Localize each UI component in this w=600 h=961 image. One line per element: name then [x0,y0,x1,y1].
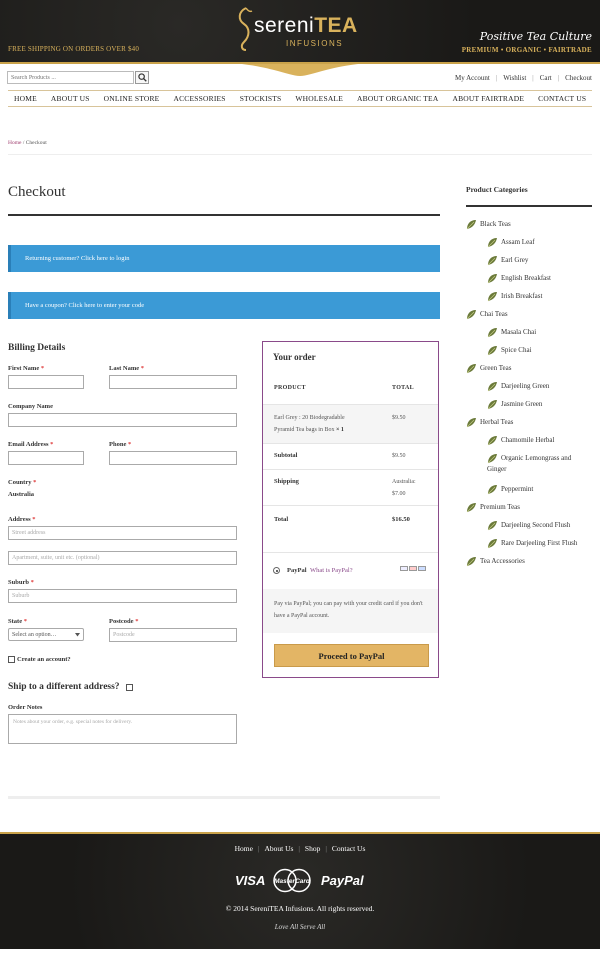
visa-logo: VISA [235,873,266,888]
state-select[interactable] [8,628,84,641]
site-footer [0,832,600,949]
email-field[interactable] [8,451,84,465]
tea-leaf-icon [487,520,498,531]
separator: | [495,74,498,82]
separator: | [557,74,560,82]
ship-different-address-checkbox[interactable] [126,684,133,691]
order-notes-label: Order Notes [8,704,43,711]
separator: | [298,844,300,853]
tea-leaf-icon [466,309,477,320]
sidebar-category-label: Masala Chai [501,328,537,336]
phone-label: Phone * [109,441,132,448]
paypal-radio[interactable] [273,567,280,574]
sidebar-category-item[interactable] [487,327,536,338]
sidebar-category-item[interactable] [487,399,542,410]
address-line-2-field[interactable]: Apartment, suite, unit etc. (optional) [8,551,237,565]
paypal-description: Pay via PayPal; you can pay with your credit card if you don't have a PayPal account. [263,589,438,633]
tea-leaf-icon [487,345,498,356]
sidebar-category-label: Chai Teas [480,310,508,318]
tea-leaf-icon [487,453,498,464]
separator: | [325,844,327,853]
sidebar-category-label: Black Teas [480,220,511,228]
tea-leaf-icon [487,435,498,446]
tea-leaf-icon [466,219,477,230]
paypal-label: PayPal [287,567,307,574]
create-account-label: Create an account? [17,656,71,663]
footer-link-home[interactable]: Home [234,844,253,853]
nav-home[interactable]: HOME [14,94,37,103]
accepted-cards-icon [400,566,426,571]
first-name-field[interactable] [8,375,84,389]
footer-links [0,844,600,853]
sidebar-category-item[interactable] [487,538,577,549]
order-review-box [262,341,439,678]
sidebar-category-item[interactable] [466,502,520,513]
sidebar-category-item[interactable] [487,453,571,475]
tea-leaf-icon [487,399,498,410]
account-links [455,74,592,82]
tea-leaf-icon [466,363,477,374]
state-label: State * [8,618,27,625]
tea-leaf-icon [487,327,498,338]
nav-about-organic-tea[interactable]: ABOUT ORGANIC TEA [357,94,439,103]
what-is-paypal-link[interactable]: What is PayPal? [310,567,353,574]
company-label: Company Name [8,403,53,410]
company-field[interactable] [8,413,237,427]
sidebar-category-item[interactable] [487,273,551,284]
copyright-text: © 2014 SereniTEA Infusions. All rights reserved. [225,904,375,913]
street-address-field[interactable]: Street address [8,526,237,540]
shipping-cost: $7.00 [392,491,406,497]
breadcrumb [8,140,47,146]
sidebar-category-item[interactable] [466,363,511,374]
last-name-field[interactable] [109,375,237,389]
subtotal-value: $9.50 [392,453,406,459]
breadcrumb-current: Checkout [25,140,47,146]
sidebar-category-item[interactable] [466,556,525,567]
postcode-field[interactable]: Postcode [109,628,237,642]
tea-leaf-icon [487,484,498,495]
sidebar-category-item[interactable] [466,309,508,320]
suburb-label: Suburb * [8,579,34,586]
divider [8,796,440,799]
nav-wholesale[interactable]: WHOLESALE [295,94,343,103]
footer-signature: Love All Serve All [274,923,326,931]
separator: | [257,844,260,853]
nav-online-store[interactable]: ONLINE STORE [103,94,160,103]
postcode-label: Postcode * [109,618,139,625]
paypal-logo: PayPal [321,873,364,888]
order-item-row [263,405,438,443]
tagline-sub: PREMIUM • ORGANIC • FAIRTRADE [461,46,592,54]
email-label: Email Address * [8,441,54,448]
search-input[interactable] [7,71,134,84]
separator: | [532,74,534,82]
title-underline [8,214,440,216]
tea-leaf-icon [487,237,498,248]
ship-different-address-heading: Ship to a different address? [8,682,120,692]
main-navigation [8,90,592,107]
last-name-label: Last Name * [109,365,145,372]
sidebar-category-item[interactable] [466,219,511,230]
sidebar-category-label: Earl Grey [501,256,529,264]
suburb-field[interactable]: Suburb [8,589,237,603]
search-icon [138,73,147,82]
tagline: Positive Tea Culture [479,30,592,43]
tea-leaf-icon [487,538,498,549]
search-form [7,71,149,84]
order-item-name-line1: Earl Grey : 20 Biodegradable [274,415,345,421]
chevron-down-icon [75,633,80,637]
product-column-header: PRODUCT [274,385,306,391]
total-label: Total [274,516,289,523]
order-item-total: $9.50 [392,415,406,421]
tea-leaf-icon [487,291,498,302]
sidebar-category-item[interactable] [466,417,513,428]
checkout-link[interactable]: Checkout [565,74,592,82]
sidebar-category-label: Darjeeling Green [501,382,550,390]
logo-name: sereniTEA [254,14,358,37]
mastercard-logo [274,870,311,892]
breadcrumb-home[interactable]: Home [8,140,22,146]
address-label: Address * [8,516,36,523]
divider [263,443,438,444]
tea-leaf-icon [487,273,498,284]
phone-field[interactable] [109,451,237,465]
sidebar-category-label: Jasmine Green [501,400,543,408]
total-column-header: TOTAL [392,385,414,391]
country-value: Australia [8,491,34,498]
sidebar-category-label: Irish Breakfast [501,292,543,300]
sidebar-category-label: English Breakfast [501,274,551,282]
wishlist-link[interactable]: Wishlist [503,74,527,82]
my-account-link[interactable]: My Account [455,74,490,82]
tea-leaf-icon [466,556,477,567]
sidebar-category-label: Tea Accessories [480,557,525,565]
divider [8,154,592,155]
logo-swirl-icon [234,6,254,52]
state-select-value: Select an option… [12,631,57,638]
page-title: Checkout [8,184,66,200]
divider [263,552,438,553]
footer-link-contact-us[interactable]: Contact Us [331,844,366,853]
sidebar-category-label: Assam Leaf [501,238,535,246]
logo-subtitle: INFUSIONS [286,39,344,48]
svg-text:MasterCard: MasterCard [274,878,310,885]
sidebar-category-item[interactable] [487,237,535,248]
first-name-label: First Name * [8,365,45,372]
header-drip-ornament [242,64,358,76]
sidebar-category-label-cont: Ginger [487,465,507,473]
sidebar-category-item[interactable] [487,255,528,266]
sidebar-category-label: Green Teas [480,364,512,372]
sidebar-category-item[interactable] [487,291,542,302]
sidebar-category-label: Spice Chai [501,346,532,354]
site-logo[interactable] [232,6,372,58]
sidebar-category-item[interactable] [487,435,554,446]
cart-link[interactable]: Cart [539,74,552,82]
sidebar-category-label: Peppermint [501,485,534,493]
shipping-label: Shipping [274,478,299,485]
nav-about-us[interactable]: ABOUT US [50,94,90,103]
nav-stockists[interactable]: STOCKISTS [239,94,282,103]
divider [263,505,438,506]
sidebar-category-item[interactable] [487,381,549,392]
order-item-name-line2: Pyramid Tea bags in Box × 1 [274,427,344,433]
divider [263,469,438,470]
product-categories-heading: Product Categories [466,185,528,194]
breadcrumb-separator: / [21,140,26,146]
order-notes-textarea[interactable]: Notes about your order, e.g. special notes for delivery. [8,714,237,744]
tea-leaf-icon [487,255,498,266]
billing-details-heading: Billing Details [8,343,66,353]
nav-contact-us[interactable]: CONTACT US [538,94,587,103]
sidebar-category-item[interactable] [487,520,570,531]
site-header [0,0,600,64]
country-label: Country * [8,479,37,486]
nav-accessories[interactable]: ACCESSORIES [173,94,226,103]
payment-logos [235,867,370,894]
tea-leaf-icon [466,502,477,513]
sidebar-category-label: Chamomile Herbal [501,436,555,444]
sidebar-category-label: Darjeeling Second Flush [501,521,571,529]
sidebar-category-item[interactable] [487,345,532,356]
total-value: $16.50 [392,516,410,523]
your-order-heading: Your order [273,352,316,362]
proceed-to-paypal-button[interactable]: Proceed to PayPal [274,644,429,667]
subtotal-label: Subtotal [274,452,298,459]
tea-leaf-icon [466,417,477,428]
free-shipping-notice: FREE SHIPPING ON ORDERS OVER $40 [8,45,140,53]
sidebar-title-underline [466,205,592,207]
tea-leaf-icon [487,381,498,392]
footer-link-shop[interactable]: Shop [304,844,321,853]
create-account-checkbox[interactable] [8,656,15,663]
sidebar-category-label: Organic Lemongrass and [501,454,572,462]
shipping-destination: Australia: [392,479,416,485]
coupon-notice[interactable]: Have a coupon? Click here to enter your code [8,292,440,319]
page-bottom-margin [0,949,600,961]
search-button[interactable] [135,71,149,84]
sidebar-category-label: Rare Darjeeling First Flush [501,539,578,547]
nav-about-fairtrade[interactable]: ABOUT FAIRTRADE [452,94,525,103]
sidebar-category-label: Herbal Teas [480,418,514,426]
sidebar-category-item[interactable] [487,484,533,495]
footer-link-about-us[interactable]: About Us [264,844,294,853]
login-notice[interactable]: Returning customer? Click here to login [8,245,440,272]
sidebar-category-label: Premium Teas [480,503,521,511]
